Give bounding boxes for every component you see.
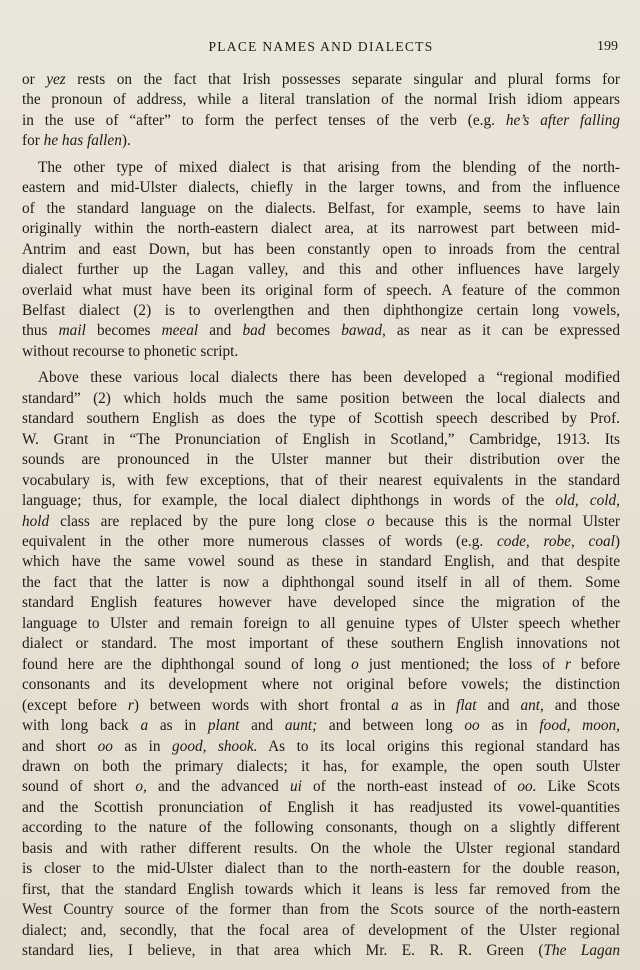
text-line: of the standard language on the dialects. Belfast, for example, seems to have lain [22,199,620,217]
text-line: sounds are pronounced in the Ulster manner but their distribution over the [22,451,620,469]
text-line: dialect further up the Lagan valley, and this and other influences have largely [22,261,620,279]
italic-term: oo. [517,778,537,796]
running-head [22,38,620,62]
italic-term: a [391,696,399,714]
text-line: equivalent in the other more numerous classes of words (e.g. code, robe, coal) [22,532,620,550]
text-line: The other type of mixed dialect is that arising from the blending of the north- [38,158,620,176]
text-line: standard lies, I believe, in that area which Mr. E. R. R. Green (The Lagan [22,942,620,960]
italic-term: code, robe, coal [497,532,615,550]
italic-term: old, cold, [555,492,621,510]
paragraph [22,158,620,363]
text-line: overlaid what must have been its original form of speech. A feature of the common [22,281,620,299]
text-line: W. Grant in “The Pronunciation of English in Scotland,” Cambridge, 1913. Its [22,430,620,448]
text-line: standard” (2) which holds much the same position between the local dialects and [22,389,620,407]
italic-term: ui [289,778,302,796]
body-text [22,70,620,961]
text-line: the pronoun of address, while a literal translation of the normal Irish idiom appears [22,91,620,109]
text-line: West Country source of the former than from the Scots source of the north-eastern [22,901,620,919]
page-number: 199 [597,39,618,54]
text-line: drawn on both the primary dialects; it has, for example, the open south Ulster [22,757,620,775]
italic-term: oo [97,737,113,755]
text-line: dialect or standard. The most important of these southern English innovations not [22,635,620,653]
italic-term: he has fallen [43,132,122,150]
text-line: is closer to the mid-Ulster dialect than to the north-eastern for the double reason, [22,860,620,878]
italic-term: bawad, [341,322,386,340]
italic-term: r [564,655,571,673]
italic-term: good, shook. [172,737,258,755]
text-line: the fact that the latter is now a diphthongal sound itself in all of them. Some [22,573,620,591]
text-line: first, that the standard English towards which it leans is less far removed from the [22,880,620,898]
italic-term: o [367,512,375,530]
italic-term: The Lagan [543,942,620,960]
text-line: standard southern English as does the type of Scottish speech described by Prof. [22,410,620,428]
text-line: for he has fallen). [22,132,131,150]
italic-term: bad [242,322,266,340]
italic-term: food, moon, [539,717,620,735]
text-line: thus mail becomes meeal and bad becomes bawad, as near as it can be expressed [22,322,620,340]
italic-term: meeal [161,322,199,340]
italic-term: o, [135,778,147,796]
italic-term: plant [207,717,240,735]
text-line: or yez rests on the fact that Irish possesses separate singular and plural forms for [22,71,620,88]
italic-term: flat [456,696,477,714]
text-line: originally within the north-eastern dialect area, at its narrowest part between mid- [22,220,620,238]
text-line: Antrim and east Down, but has been constantly open to inroads from the central [22,240,620,258]
italic-term: r [127,696,134,714]
italic-term: hold [22,512,50,530]
text-line: Belfast dialect (2) is to overlengthen and then diphthongize certain long vowels, [22,301,620,319]
text-line: basis and with rather different results. On the whole the Ulster regional standard [22,839,620,857]
italic-term: aunt; [284,717,318,735]
italic-term: yez [46,71,66,88]
italic-term: mail [58,322,86,340]
text-line: eastern and mid-Ulster dialects, chiefly in the larger towns, and from the influence [22,179,620,197]
text-line: standard English features however have developed since the migration of the [22,594,620,612]
text-line: found here are the diphthongal sound of long o just mentioned; the loss of r before [22,655,621,673]
text-line: consonants and its development where not original before vowels; the distinction [22,676,620,694]
text-line: vocabulary is, with few exceptions, that of their nearest equivalents in the standard [22,471,620,489]
text-line: without recourse to phonetic script. [22,342,239,360]
paragraph [22,368,620,961]
text-line: Above these various local dialects there has been developed a “regional modified [38,369,620,387]
text-line: with long back a as in plant and aunt; and between long oo as in food, moon, [22,717,620,735]
italic-term: oo [464,717,480,735]
text-line: language to Ulster and remain foreign to all genuine types of Ulster speech whether [22,614,620,632]
paragraph [22,70,620,152]
italic-term: ant, [520,696,544,714]
text-line: dialect; and, secondly, that the focal area of development of the Ulster regional [22,921,620,939]
text-line: sound of short o, and the advanced ui of the north-east instead of oo. Like Scots [22,778,620,796]
text-line: hold class are replaced by the pure long close o because this is the normal Ulster [22,512,620,530]
text-line: which have the same vowel sound as these in standard English, and that despite [22,553,620,571]
text-line: and short oo as in good, shook. As to its local origins this regional standard has [22,737,620,755]
text-line: (except before r) between words with short frontal a as in flat and ant, and those [22,696,620,714]
italic-term: a [140,717,149,735]
italic-term: he’s after falling [505,111,621,129]
text-line: language; thus, for example, the local dialect diphthongs in words of the old, cold, [22,492,621,510]
text-line: according to the nature of the following consonants, though on a slightly different [22,819,620,837]
running-title: PLACE NAMES AND DIALECTS [208,39,434,54]
italic-term: o [351,655,359,673]
text-line: and the Scottish pronunciation of English it has readjusted its vowel-quantities [22,798,620,816]
text-line: in the use of “after” to form the perfect tenses of the verb (e.g. he’s after falling [22,111,621,129]
